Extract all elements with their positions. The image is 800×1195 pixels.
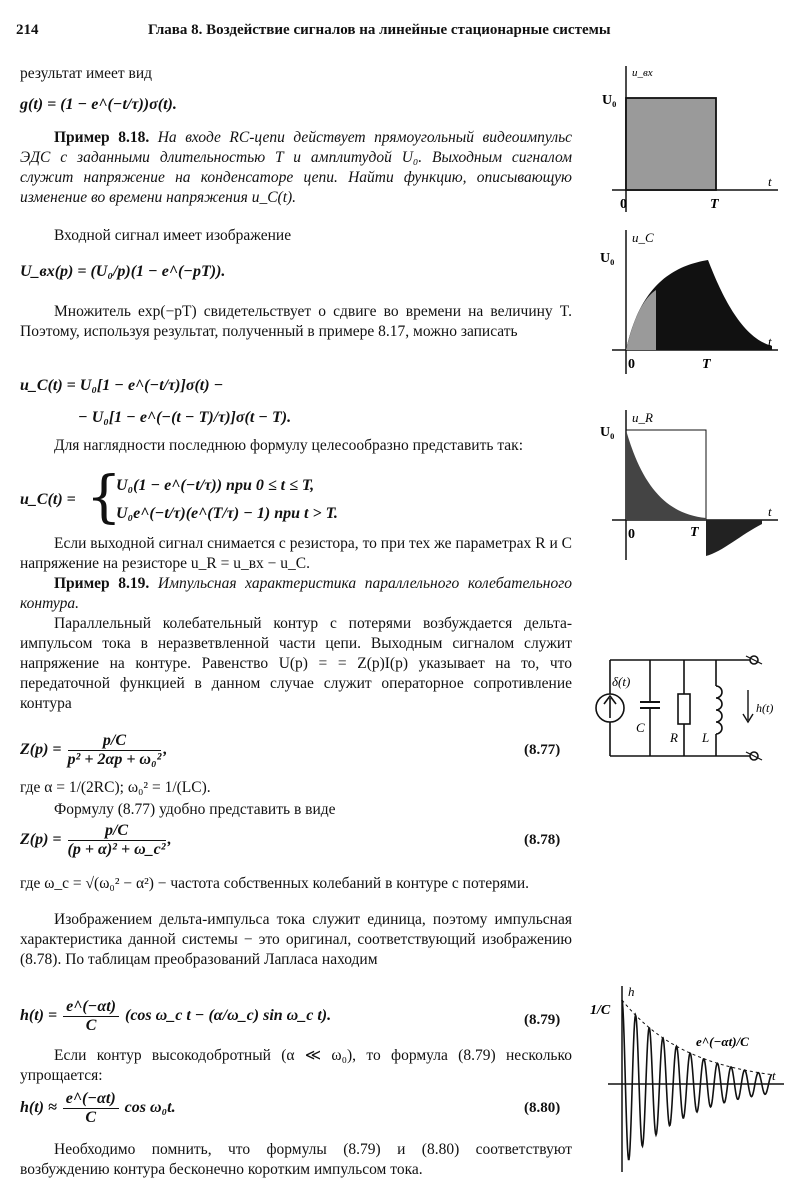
equation-uin: U_вх(p) = (U₀/p)(1 − e^(−pT)). [20, 263, 226, 280]
eq877-denominator: p² + 2αp + ω₀² [67, 750, 162, 768]
equation-uc-line1: u_C(t) = U₀[1 − e^(−t/τ)]σ(t) − [20, 377, 224, 394]
fig3-xlabel: t [768, 504, 772, 519]
fig1-ylabel: u_вх [632, 67, 653, 79]
eq877-number: (8.77) [524, 742, 561, 758]
example-8-19-title: Импульсная характеристика параллельного колебательного контура. [20, 575, 572, 612]
where-omega-c: где ω_c = √(ω₀² − α²) − частота собственных колебаний в контуре с потерями. [20, 875, 530, 892]
input-signal-text: Входной сигнал имеет изображение [54, 227, 292, 244]
equation-case-1: U₀(1 − e^(−t/τ)) при 0 ≤ t ≤ T, [116, 477, 315, 494]
eq880-denominator: C [85, 1108, 97, 1126]
figure-capacitor-voltage [592, 226, 782, 378]
fig2-tick0: 0 [628, 357, 635, 372]
equation-8-80 [20, 1088, 176, 1128]
fig1-pulse [626, 98, 716, 190]
circuit-source-label: δ(t) [612, 674, 631, 689]
figure-input-pulse [592, 62, 782, 218]
page-number: 214 [16, 22, 39, 38]
eq878-numerator: p/C [68, 822, 166, 841]
eq879-lhs: h(t) = [20, 1007, 58, 1024]
fig3-ylabel: u_R [632, 410, 653, 425]
fig1-level: U₀ [602, 93, 617, 108]
equation-uc-line2: − U₀[1 − e^(−(t − T)/τ)]σ(t − T). [78, 409, 292, 426]
equation-case-lhs: u_C(t) = [20, 491, 76, 508]
figure-impulse-response [588, 982, 788, 1174]
circuit-output-label: h(t) [756, 701, 774, 715]
eq879-number: (8.79) [524, 1012, 561, 1028]
eq879-body: (cos ω_c t − (α/ω_c) sin ω_c t). [125, 1007, 332, 1024]
eq880-lhs: h(t) ≈ [20, 1099, 57, 1116]
eq879-numerator: e^(−αt) [63, 998, 119, 1017]
resistor-icon [678, 694, 690, 724]
fig3-tickT: T [690, 525, 699, 540]
fig3-tick0: 0 [628, 527, 635, 542]
eq877-lhs: Z(p) = [20, 741, 62, 758]
eq878-number: (8.78) [524, 832, 561, 848]
intro-text: результат имеет вид [20, 65, 152, 82]
example-8-18-label: Пример 8.18. [54, 129, 150, 146]
example-8-19-label: Пример 8.19. [54, 575, 150, 592]
highq-paragraph: Если контур высокодобротный (α ≪ ω₀), то формула (8.79) несколько упрощается: [20, 1047, 572, 1084]
equation-8-79 [20, 996, 331, 1036]
fig1-tickT: T [710, 197, 719, 212]
eq879-fraction [63, 998, 119, 1035]
circuit-l-label: L [702, 730, 710, 745]
where-alpha: где α = 1/(2RC); ω₀² = 1/(LC). [20, 779, 211, 796]
final-paragraph: Необходимо помнить, что формулы (8.79) и (8.80) соответствуют возбуждению контура бесконечно коротким импульсом тока. [20, 1141, 572, 1178]
fig1-xlabel: t [768, 174, 772, 189]
inductor-icon [716, 686, 722, 734]
eq878-lhs: Z(p) = [20, 831, 62, 848]
fig2-uc-gray [626, 290, 656, 350]
fig3-ur-negative [706, 520, 762, 556]
visual-paragraph: Для наглядности последнюю формулу целесообразно представить так: [54, 437, 523, 454]
fig2-xlabel: t [768, 334, 772, 349]
multiplier-paragraph: Множитель exp(−pT) свидетельствует о сдвиге во времени на величину T. Поэтому, используя результат, полученный в примере 8.17, можно записать [20, 303, 572, 340]
circuit-paragraph: Параллельный колебательный контур с потерями возбуждается дельта-импульсом тока в неразветвленной части цепи. Выходным сигналом служит напряжение на контуре. Равенство U(p) = = Z(p)I(p) указывает на то, что передаточной функцией в данном случае служит операторное сопротивление контура [20, 615, 572, 712]
circuit-r-label: R [670, 730, 678, 745]
formula-text: Формулу (8.77) удобно представить в виде [54, 801, 336, 818]
fig3-ur-positive [626, 430, 706, 520]
fig5-xlabel: t [772, 1068, 776, 1083]
example-8-18 [20, 128, 572, 208]
image-paragraph: Изображением дельта-импульса тока служит единица, поэтому импульсная характеристика данной системы − это оригинал, соответствующий изображению (8.78). По таблицам преобразований Лапласа находим [20, 911, 572, 968]
equation-case-2: U₀e^(−t/τ)(e^(T/τ) − 1) при t > T. [116, 505, 338, 522]
eq877-numerator: p/C [68, 732, 162, 751]
eq880-body: cos ω₀t. [124, 1099, 176, 1116]
fig5-envelope-label: e^(−αt)/C [696, 1034, 749, 1049]
example-8-18-text: На входе RC-цепи действует прямоугольный видеоимпульс ЭДС с заданными длительностью T и амплитудой U₀. Выходным сигналом служит напряжение на конденсаторе цепи. Найти функцию, описывающую изменение во времени напряжения u_C(t). [20, 129, 573, 206]
case-brace: { [86, 465, 122, 530]
eq880-number: (8.80) [524, 1100, 561, 1116]
eq879-denominator: C [85, 1016, 97, 1034]
example-8-19 [20, 574, 572, 614]
equation-g: g(t) = (1 − e^(−t/τ))σ(t). [20, 96, 177, 113]
figure-circuit [590, 650, 790, 770]
eq880-fraction [63, 1090, 119, 1127]
eq878-denominator: (p + α)² + ω_c² [67, 840, 166, 858]
fig3-level: U₀ [600, 425, 615, 440]
circuit-c-label: C [636, 720, 645, 735]
resistor-paragraph: Если выходной сигнал снимается с резистора, то при тех же параметрах R и C напряжение на резисторе u_R = u_вх − u_C. [20, 535, 572, 572]
fig2-ylabel: u_C [632, 230, 654, 245]
fig2-level: U₀ [600, 251, 615, 266]
fig2-tickT: T [702, 357, 711, 372]
eq877-fraction [68, 732, 162, 769]
equation-8-78: Z(p) = $\frac{p/C}{\text{(p + α)² + ω\_c²}}$ , [20, 821, 172, 858]
fig5-ylabel: h [628, 984, 635, 999]
chapter-title: Глава 8. Воздействие сигналов на линейные стационарные системы [148, 22, 611, 38]
eq878-fraction [68, 822, 166, 859]
fig1-tick0: 0 [620, 197, 627, 212]
fig5-level: 1/C [590, 1003, 611, 1018]
equation-8-77: Z(p) = $\frac{p/C}{\text{p² + 2αp + ω₀²}}$ , [20, 731, 168, 768]
figure-resistor-voltage [592, 406, 782, 564]
eq880-numerator: e^(−αt) [63, 1090, 119, 1109]
